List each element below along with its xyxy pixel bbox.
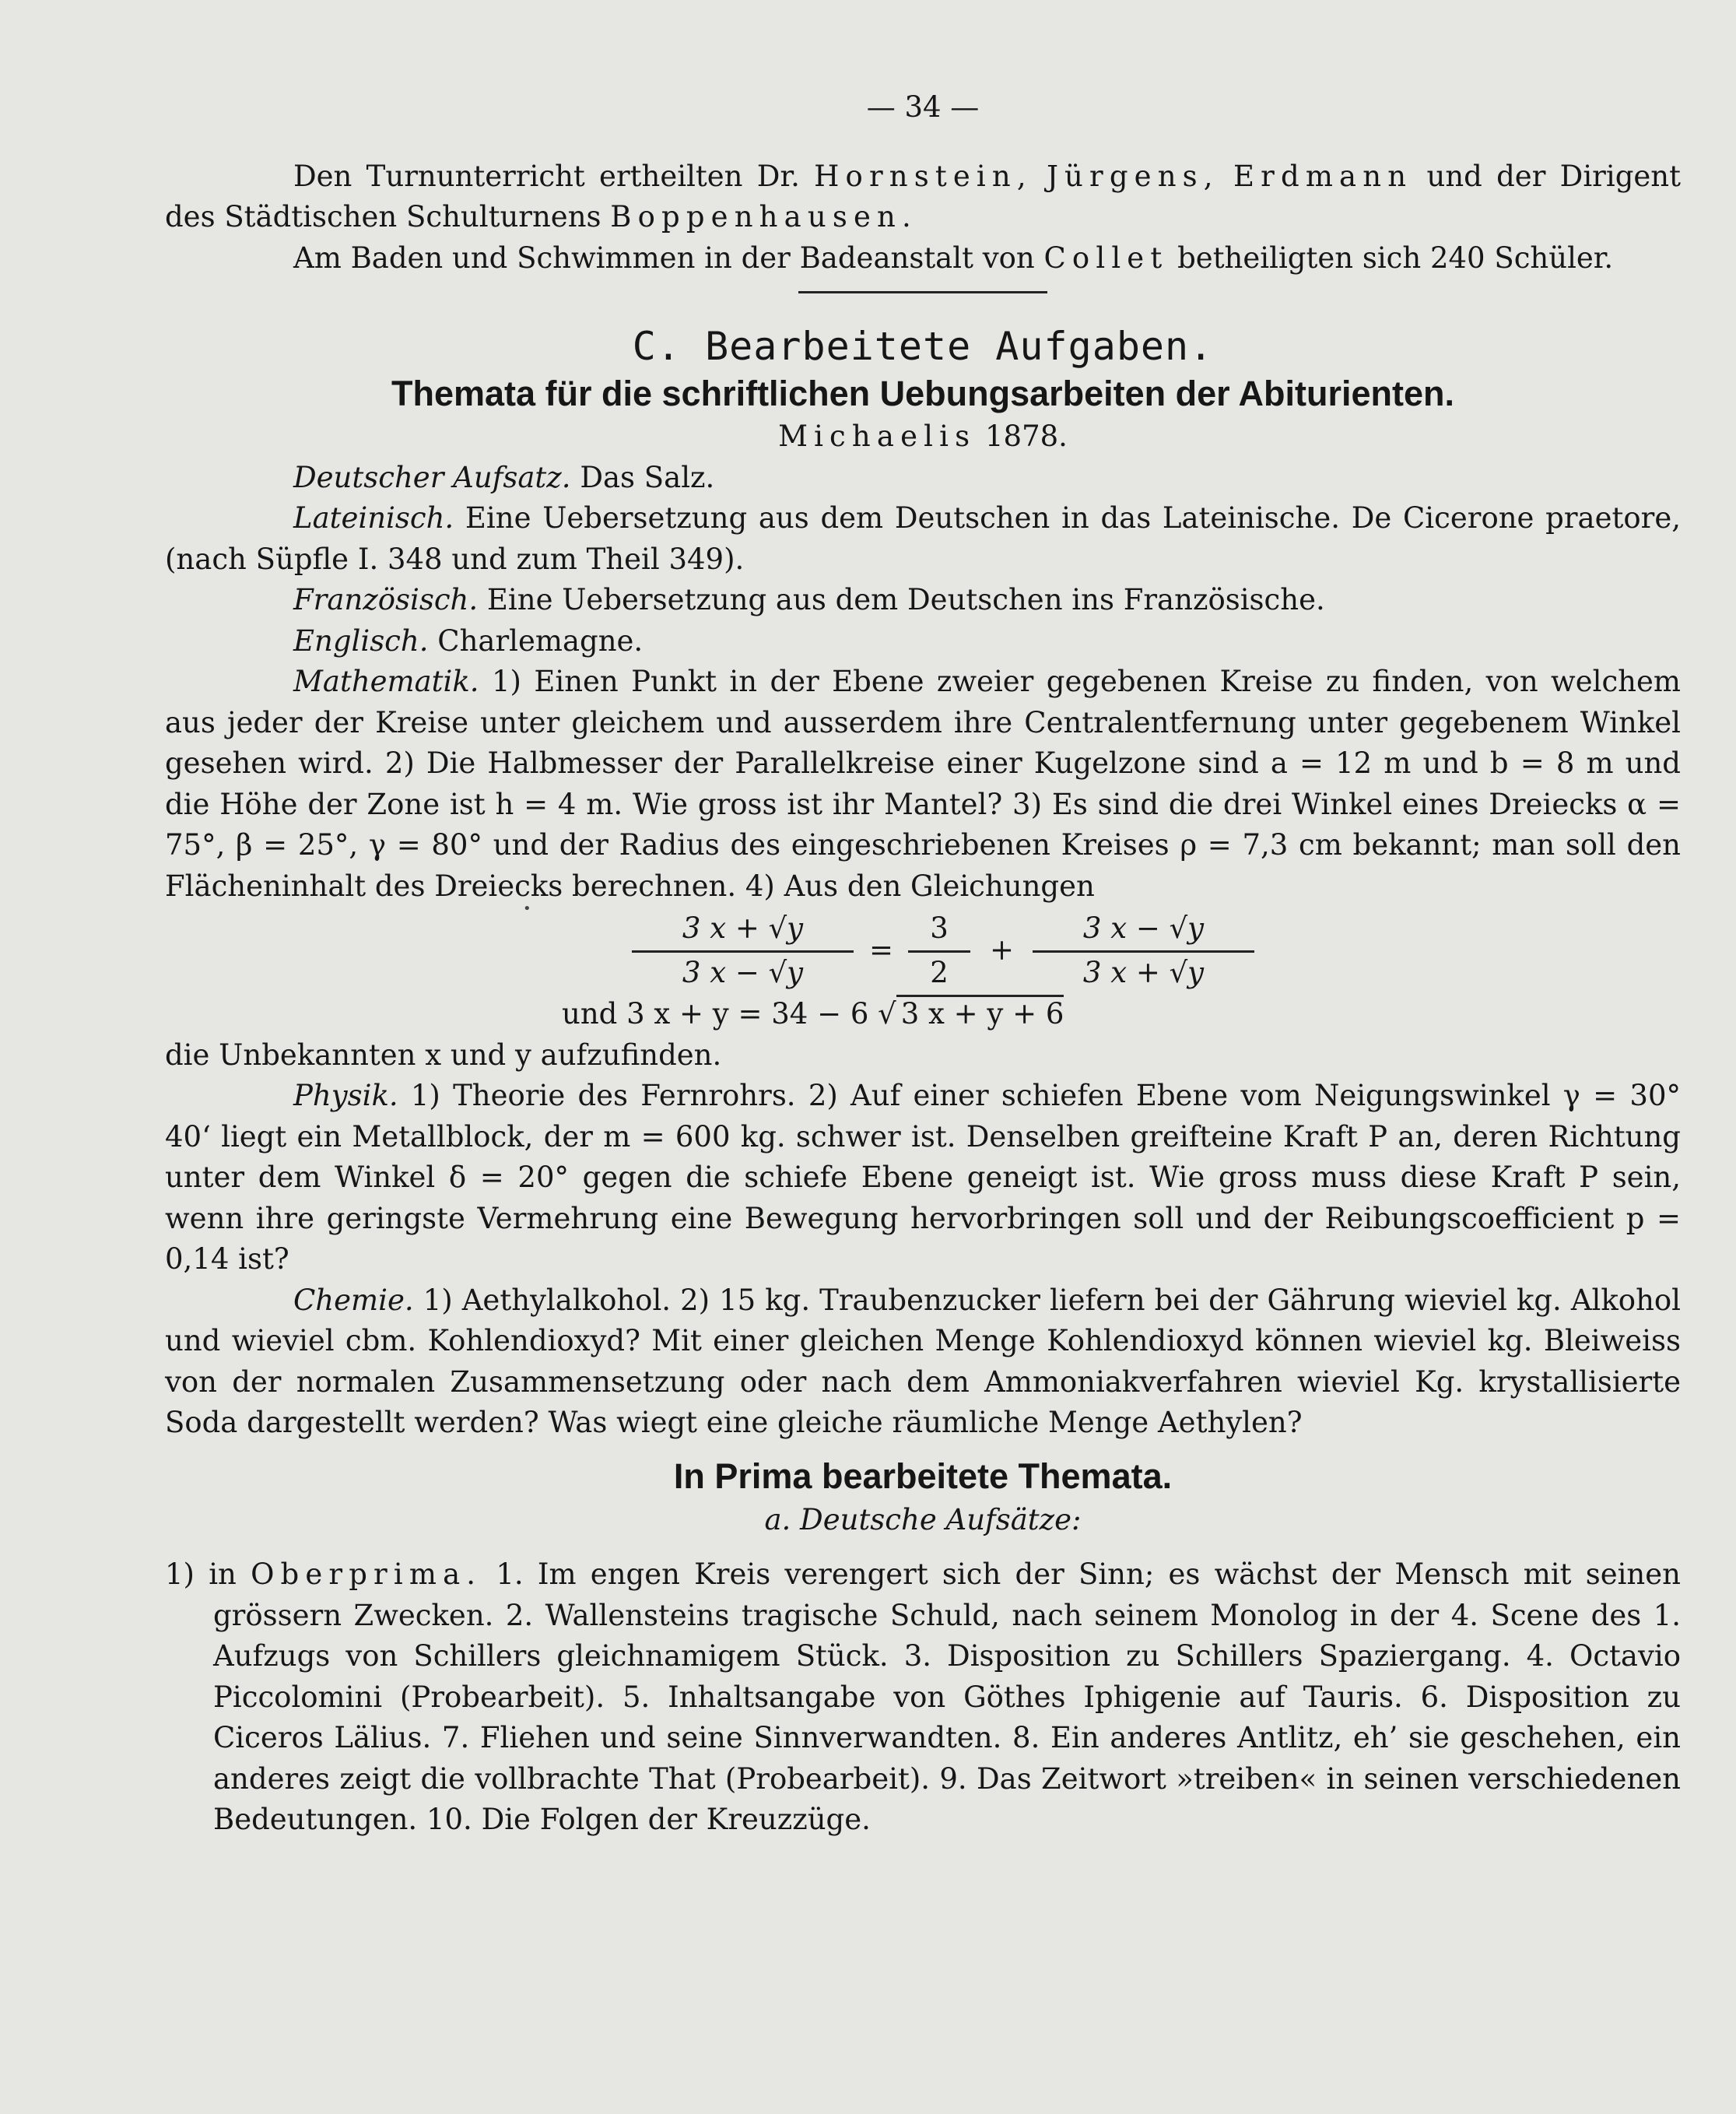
subject-label: Lateinisch. xyxy=(293,501,454,535)
subject-text: 1) Einen Punkt in der Ebene zweier gegebenen Kreise zu finden, von welchem aus jeder der Kreise unter gleichem und ausserdem ihre Centralentfernung unter gegebenem Winkel gesehen wird. 2) Die Halbmesser der Parallelkreise einer Kugelzone sind a = 12 m und b = 8 m und die Höhe der Zone ist h = 4 m. Wie gross ist ihr Mantel? 3) Es sind die drei Winkel eines Dreiecks α = 75°, β = 25°, γ = 80° und der Radius des eingeschriebenen Kreises ρ = 7,3 cm bekannt; man soll den Flächeninhalt des Dreiecks berechnen. 4) Aus den Gleichungen xyxy=(165,665,1681,903)
radicand: 3 x + y + 6 xyxy=(896,995,1064,1031)
class-name: Oberprima. xyxy=(251,1557,482,1591)
paragraph-turnunterricht xyxy=(165,156,1681,238)
teacher-name: Erdmann xyxy=(1233,159,1413,193)
item-number: 1) xyxy=(165,1557,195,1591)
equation-left: und 3 x + y = 34 − 6 √ xyxy=(562,997,896,1031)
subject-text: Eine Uebersetzung aus dem Deutschen in das Lateinische. De Cicerone praetore, (nach Süpfle I. 348 und zum Theil 349). xyxy=(165,501,1681,576)
teacher-name: Boppenhausen. xyxy=(610,200,917,234)
subject-deutsch xyxy=(165,458,1681,499)
subject-text: Das Salz. xyxy=(580,460,715,494)
fraction-denominator: 2 xyxy=(930,956,949,989)
fraction-numerator: 3 xyxy=(908,910,970,953)
paragraph-baden xyxy=(165,238,1681,279)
subject-text: Eine Uebersetzung aus dem Deutschen ins Französische. xyxy=(486,583,1325,616)
subject-physik xyxy=(165,1076,1681,1280)
subject-chemie xyxy=(165,1280,1681,1444)
term-year: 1878. xyxy=(984,420,1068,453)
subject-englisch xyxy=(165,621,1681,662)
sub-heading: a. Deutsche Aufsätze: xyxy=(764,1502,1082,1536)
subject-label: Deutscher Aufsatz. xyxy=(293,460,571,494)
exam-date xyxy=(165,416,1681,458)
fraction-numerator: 3 x + √y xyxy=(632,910,854,953)
fraction-numerator: 3 x − √y xyxy=(1033,910,1254,953)
list-item xyxy=(165,1554,1681,1841)
teacher-name: Hornstein, xyxy=(814,159,1033,193)
fraction-denominator: 3 x + √y xyxy=(1082,956,1205,989)
equation-second xyxy=(562,994,1681,1035)
subject-label: Französisch. xyxy=(293,583,479,616)
themata-heading: Themata für die schriftlichen Uebungsarbeiten der Abiturienten. xyxy=(391,374,1455,413)
person-name: Collet xyxy=(1043,241,1169,275)
subject-latein xyxy=(165,498,1681,580)
subject-label: Mathematik. xyxy=(293,665,479,698)
fraction-denominator: 3 x − √y xyxy=(682,956,804,989)
item-text: 1. Im engen Kreis verengert sich der Sinn; es wächst der Mensch mit seinen grössern Zwecken. 2. Wallensteins tragische Schuld, nach seinem Monolog in der 4. Scene des 1. Aufzugs von Schillers gleichnamigem Stück. 3. Disposition zu Schillers Spaziergang. 4. Octavio Piccolomini (Probearbeit). 5. Inhaltsangabe von Göthes Iphigenie auf Tauris. 6. Disposition zu Ciceros Lälius. 7. Fliehen und seine Sinnverwandten. 8. Ein anderes Antlitz, eh’ sie geschehen, ein anderes zeigt die vollbrachte That (Probearbeit). 9. Das Zeitwort »treiben« in seinen verschiedenen Bedeutungen. 10. Die Folgen der Kreuzzüge. xyxy=(213,1557,1681,1836)
section-heading: C. Bearbeitete Aufgaben. xyxy=(632,324,1214,369)
section-divider xyxy=(798,291,1047,293)
item-text: in xyxy=(209,1557,237,1591)
subject-label: Englisch. xyxy=(293,623,429,658)
math-conclusion: die Unbekannten x und y aufzufinden. xyxy=(165,1038,722,1072)
subject-label: Chemie. xyxy=(293,1283,414,1317)
subject-text: Charlemagne. xyxy=(437,623,644,658)
subject-text: 1) Aethylalkohol. 2) 15 kg. Traubenzucker liefern bei der Gährung wieviel kg. Alkohol und wieviel cbm. Kohlendioxyd? Mit einer gleichen Menge Kohlendioxyd können wieviel kg. Bleiweiss von der normalen Zusammensetzung oder nach dem Ammoniakverfahren wieviel Kg. krystallisierte Soda dargestellt werden? Was wiegt eine gleiche räumliche Menge Aethylen? xyxy=(165,1283,1682,1439)
subject-franzoesisch xyxy=(165,580,1681,621)
fraction-middle xyxy=(908,910,970,993)
equation-fractions xyxy=(165,907,1681,994)
fraction-left xyxy=(632,910,854,993)
text: betheiligten sich 240 Schüler. xyxy=(1177,241,1614,275)
equals-sign: = xyxy=(869,933,894,967)
plus-sign: + xyxy=(990,933,1015,967)
subject-text: 1) Theorie des Fernrohrs. 2) Auf einer schiefen Ebene vom Neigungswinkel γ = 30° 40‘ liegt ein Metallblock, der m = 600 kg. schwer ist. Denselben greifteine Kraft P an, deren Richtung unter dem Winkel δ = 20° gegen die schiefe Ebene geneigt ist. Wie gross muss diese Kraft P sein, wenn ihre geringste Vermehrung eine Bewegung hervorbringen soll und der Reibungscoefficient p = 0,14 ist? xyxy=(165,1079,1681,1276)
subject-label: Physik. xyxy=(293,1079,398,1112)
subject-mathematik xyxy=(165,662,1681,907)
fraction-right xyxy=(1033,910,1254,993)
page-content: — 34 — Den Turnunterricht ertheilten Dr. Hornstein, Jürgens, Erdmann und der Dirigent des Städtischen Schulturnens Boppenhausen. Am Baden und Schwimmen in der Badeanstalt von Collet betheiligten sich 240 Schüler. C. Bearbeitete Aufgaben. Themata für die schriftlichen Uebungsarbeiten der Abiturienten. Michaelis 1878. Deutscher Aufsatz. Das Salz. Lateinisch. Eine Uebersetzung aus dem Deutschen in das Lateinische. De Cicerone praetore, (nach Süpfle I. 348 und zum Theil 349). Französisch. Eine Uebersetzung aus dem Deutschen ins Französische. Englisch. Charlemagne. Mathematik. 1) Einen Punkt in der Ebene zweier gegebenen Kreise zu finden, von welchem aus jeder der Kreise unter gleichem und ausserdem ihre Centralentfernung unter gegebenem Winkel gesehen wird. 2) Die Halbmesser der Parallelkreise einer Kugelzone sind a = 12 m und b = 8 m und die Höhe der Zone ist h = 4 m. Wie gross ist ihr Mantel? 3) Es sind die drei Winkel eines Dreiecks α = 75°, β = 25°, γ = 80° und der Radius des eingeschriebenen Kreises ρ = 7,3 cm bekannt; man soll den Flächeninhalt des Dreiecks berechnen. 4) Aus den Gleichungen • $\frac{3 x + √y}{3 x - √y}$ = $\frac{3}{2}$ + $\frac{3 x - √y}{3 x + √y}$ und 3 x + y = 34 − 6 √ 3 x + y + 6 die Unbekannten x und y aufzufinden. Physik. 1) Theorie des Fernrohrs. 2) Auf einer schiefen Ebene vom Neigungswinkel γ = 30° 40‘ liegt ein Metallblock, der m = 600 kg. schwer ist. Denselben greifteine Kraft P an, deren Richtung unter dem Winkel δ = 20° gegen die schiefe Ebene geneigt ist. Wie gross muss diese Kraft P sein, wenn ihre geringste Vermehrung eine Bewegung hervorbringen soll und der Reibungscoefficient p = 0,14 ist? Chemie. 1) Aethylalkohol. 2) 15 kg. Traubenzucker liefern bei der Gährung wieviel kg. Alkohol und wieviel cbm. Kohlendioxyd? Mit einer gleichen Menge Kohlendioxyd können wieviel kg. Bleiweiss von der normalen Zusammensetzung oder nach dem Ammoniakverfahren wieviel Kg. krystallisierte Soda dargestellt werden? Was wiegt eine gleiche räumliche Menge Aethylen? In Prima bearbeitete Themata. a. Deutsche Aufsätze: 1) in Oberprima. 1. Im engen Kreis verengert sich der Sinn; es wächst der Mensch mit seinen grössern Zwecken. 2. Wallensteins tragische Schuld, nach seinem Monolog in der 4. Scene des 1. Aufzugs von Schillers gleichnamigem Stück. 3. Disposition zu Schillers Spaziergang. 4. Octavio Piccolomini (Probearbeit). 5. Inhaltsangabe von Göthes Iphigenie auf Tauris. 6. Disposition zu Ciceros Lälius. 7. Fliehen und seine Sinnverwandten. 8. Ein anderes Antlitz, eh’ sie geschehen, ein anderes zeigt die vollbrachte That (Probearbeit). 9. Das Zeitwort »treiben« in seinen verschiedenen Bedeutungen. 10. Die Folgen der Kreuzzüge. xyxy=(165,87,1681,1841)
prima-heading: In Prima bearbeitete Themata. xyxy=(673,1456,1173,1496)
term-name: Michaelis xyxy=(778,420,977,453)
teacher-name: Jürgens, xyxy=(1047,159,1219,193)
text: und der Dirigent des Städtischen Schulturnens xyxy=(165,159,1681,234)
text: Am Baden und Schwimmen in der Badeanstalt von xyxy=(293,241,1035,275)
page-number: — 34 — xyxy=(866,90,980,124)
text: Den Turnunterricht ertheilten Dr. xyxy=(293,159,800,193)
